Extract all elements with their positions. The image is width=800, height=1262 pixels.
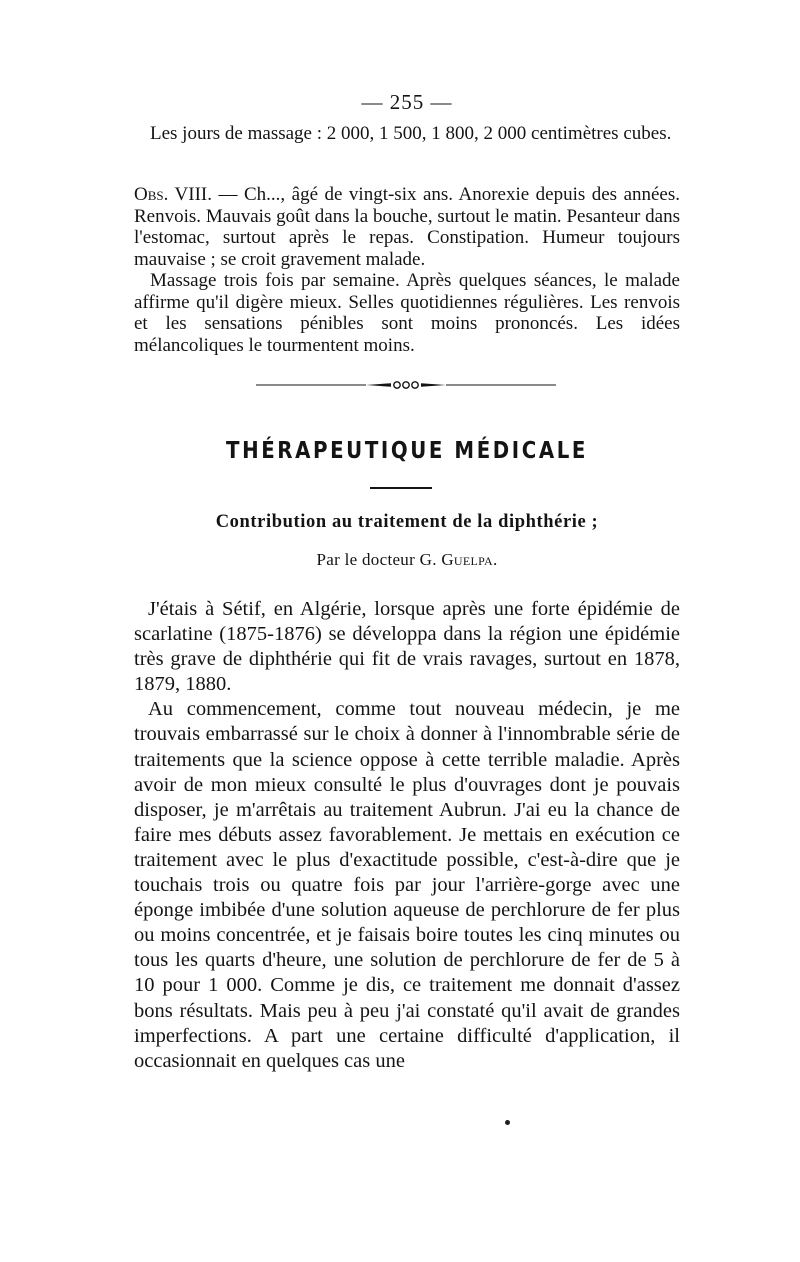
article-title: Contribution au traitement de la diphthérie ;: [215, 512, 599, 532]
article-byline: [134, 550, 680, 570]
stray-ink-dot: [505, 1120, 510, 1125]
article-body: [134, 597, 680, 1074]
observation-viii-paragraph-2: Massage trois fois par semaine. Après quelques séances, le malade affirme qu'il digère mieux. Selles quotidiennes régulières. Les renvois et les sensations pénibles sont moins prononcés. Les idées mélancoliques le tourmentent moins.: [134, 270, 680, 356]
byline-suffix: .: [492, 550, 498, 569]
section-title: THÉRAPEUTIQUE MÉDICALE: [226, 438, 588, 464]
observation-text-1: — Ch..., âgé de vingt-six ans. Anorexie depuis des années. Renvois. Mauvais goût dans la bouche, surtout le matin. Pesanteur dans l'estomac, surtout après le repas. Constipation. Humeur toujours mauvaise ; se croit gravement malade.: [134, 184, 681, 270]
byline-author: Guelpa: [441, 550, 493, 569]
byline-prefix: Par le docteur G.: [316, 550, 442, 569]
body-paragraph-2: Au commencement, comme tout nouveau médecin, je me trouvais embarrassé sur le choix à donner à l'innombrable série de traitements que la science oppose à cette terrible maladie. Après avoir de mon mieux consulté le plus d'ouvrages dont je pouvais disposer, je m'arrêtais au traitement Aubrun. J'ai eu la chance de faire mes débuts assez favorablement. Je mettais en exécution ce traitement avec le plus d'exactitude possible, c'est-à-dire que je touchais trois ou quatre fois par jour l'arrière-gorge avec une éponge imbibée d'une solution aqueuse de perchlorure de fer plus ou moins concentrée, et je faisais boire toutes les cinq minutes ou tous les quarts d'heure, une solution de perchlorure de fer de 5 à 10 pour 1 000. Comme je dis, ce traitement me donnait d'assez bons résultats. Mais peu à peu j'ai constaté qu'il avait de grandes imperfections. A part une certaine difficulté d'application, il occasionnait en quelques cas une: [134, 698, 680, 1072]
previous-observation-tail: Les jours de massage : 2 000, 1 500, 1 800, 2 000 centimètres cubes.: [150, 123, 672, 144]
page-number: — 255 —: [361, 90, 453, 114]
observation-viii: [134, 184, 680, 356]
body-paragraph-1: J'étais à Sétif, en Algérie, lorsque après une forte épidémie de scarlatine (1875-1876) se développa dans la région une épidémie très grave de diphthérie qui fit de vrais ravages, surtout en 1878, 1879, 1880.: [134, 598, 680, 696]
observation-viii-paragraph-1: [134, 184, 680, 270]
observation-label: Obs. VIII.: [134, 184, 212, 205]
ornament-divider: [256, 380, 556, 390]
title-rule: [370, 487, 432, 489]
